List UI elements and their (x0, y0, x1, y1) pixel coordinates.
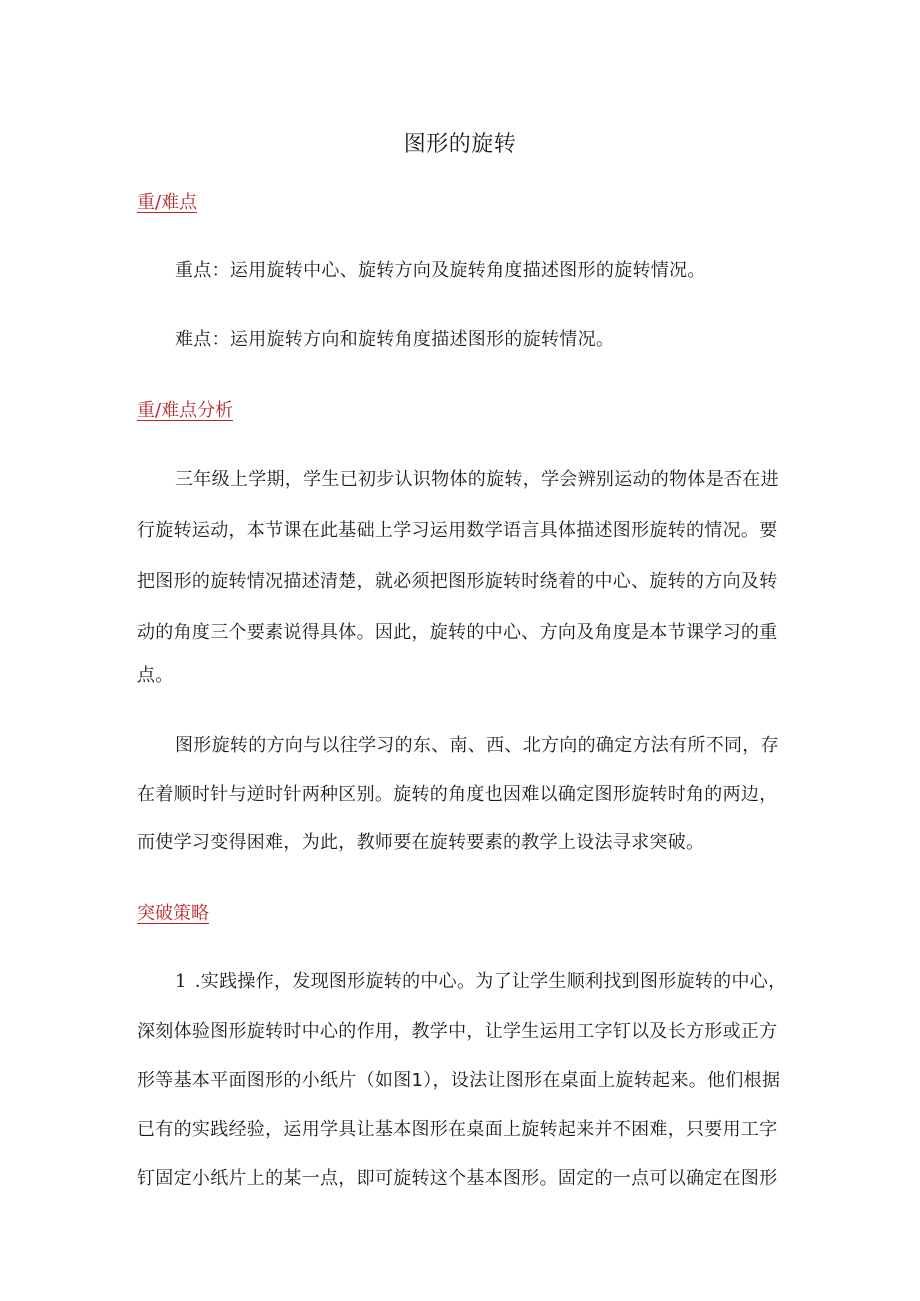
section-heading-strategy: 突破策略 (137, 903, 209, 924)
paragraph-line: 图形旋转的方向与以往学习的东、南、西、北方向的确定方法有所不同，存 (175, 735, 779, 756)
paragraph-line: 钉固定小纸片上的某一点，即可旋转这个基本图形。固定的一点可以确定在图形 (137, 1168, 778, 1189)
paragraph-line: 把图形的旋转情况描述清楚，就必须把图形旋转时绕着的中心、旋转的方向及转 (137, 571, 778, 592)
section-heading-key-points: 重/难点 (137, 192, 198, 213)
difficult-point-text: 难点：运用旋转方向和旋转角度描述图形的旋转情况。 (175, 329, 615, 350)
paragraph-line: 在着顺时针与逆时针两种区别。旋转的角度也因难以确定图形旋转时角的两边， (137, 784, 778, 805)
document-title: 图形的旋转 (403, 132, 517, 157)
paragraph-line (175, 969, 835, 995)
paragraph-line: 已有的实践经验，运用学具让基本图形在桌面上旋转起来并不困难，只要用工字 (137, 1119, 778, 1140)
paragraph-line: 动的角度三个要素说得具体。因此，旋转的中心、方向及角度是本节课学习的重 (137, 622, 778, 643)
key-point-text: 重点：运用旋转中心、旋转方向及旋转角度描述图形的旋转情况。 (175, 260, 706, 281)
paragraph-line: 深刻体验图形旋转时中心的作用，教学中，让学生运用工字钉以及长方形或正方 (137, 1021, 778, 1042)
paragraph-line: 而使学习变得困难，为此，教师要在旋转要素的教学上设法寻求突破。 (137, 832, 705, 853)
list-item-number: 1 (175, 971, 187, 992)
paragraph-line-text: .实践操作，发现图形旋转的中心。为了让学生顺利找到图形旋转的中心， (194, 971, 787, 992)
paragraph-line: 形等基本平面图形的小纸片（如图1），设法让图形在桌面上旋转起来。他们根据 (137, 1070, 781, 1091)
paragraph-line: 三年级上学期，学生已初步认识物体的旋转，学会辨别运动的物体是否在进 (175, 469, 779, 490)
paragraph-line: 点。 (137, 665, 174, 686)
section-heading-analysis: 重/难点分析 (137, 400, 234, 421)
paragraph-line: 行旋转运动，本节课在此基础上学习运用数学语言具体描述图形旋转的情况。要 (137, 520, 778, 541)
